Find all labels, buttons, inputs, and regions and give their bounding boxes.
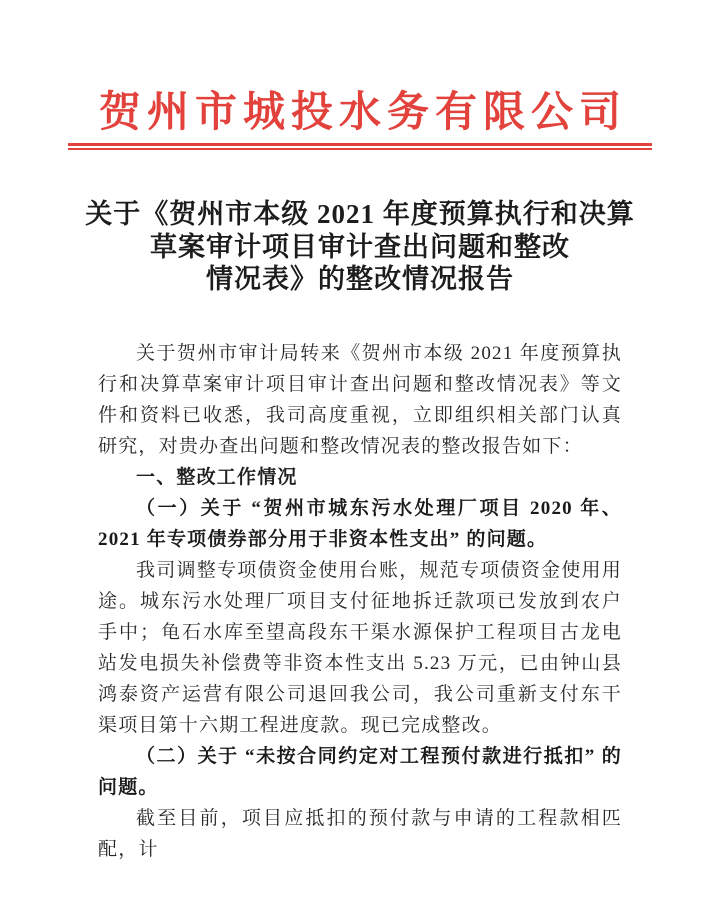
letterhead-divider-thin-line — [68, 148, 652, 150]
document-title-line-3: 情况表》的整改情况报告 — [206, 264, 514, 295]
document-title-line-1: 关于《贺州市本级 2021 年度预算执行和决算 — [85, 199, 635, 230]
document-title-line-2: 草案审计项目审计查出问题和整改 — [150, 231, 570, 262]
letterhead — [0, 90, 720, 150]
document-body — [98, 338, 622, 865]
item-2-paragraph: 截至目前，项目应抵扣的预付款与申请的工程款相匹配，计 — [98, 807, 622, 860]
document-title — [0, 198, 720, 296]
item-1-heading: （一）关于 “贺州市城东污水处理厂项目 2020 年、2021 年专项债券部分用于非资本性支出” 的问题。 — [98, 497, 622, 550]
item-2-heading: （二）关于 “未按合同约定对工程预付款进行抵扣” 的问题。 — [98, 745, 622, 798]
section-1-heading: 一、整改工作情况 — [136, 466, 298, 488]
item-1-paragraph: 我司调整专项债资金使用台账，规范专项债资金使用用途。城东污水处理厂项目支付征地拆迁款项已发放到农户手中；龟石水库至望高段东干渠水源保护工程项目古龙电站发电损失补偿费等非资本性支出 5.23 万元，已由钟山县鸿泰资产运营有限公司退回我公司，我公司重新支付东干渠项目第十六期工程进度款。现已完成整改。 — [98, 559, 622, 736]
intro-paragraph: 关于贺州市审计局转来《贺州市本级 2021 年度预算执行和决算草案审计项目审计查出问题和整改情况表》等文件和资料已收悉，我司高度重视，立即组织相关部门认真研究，对贵办查出问题和整改情况表的整改报告如下： — [98, 342, 622, 457]
letterhead-divider — [68, 143, 652, 150]
company-name: 贺州市城投水务有限公司 — [98, 90, 627, 136]
